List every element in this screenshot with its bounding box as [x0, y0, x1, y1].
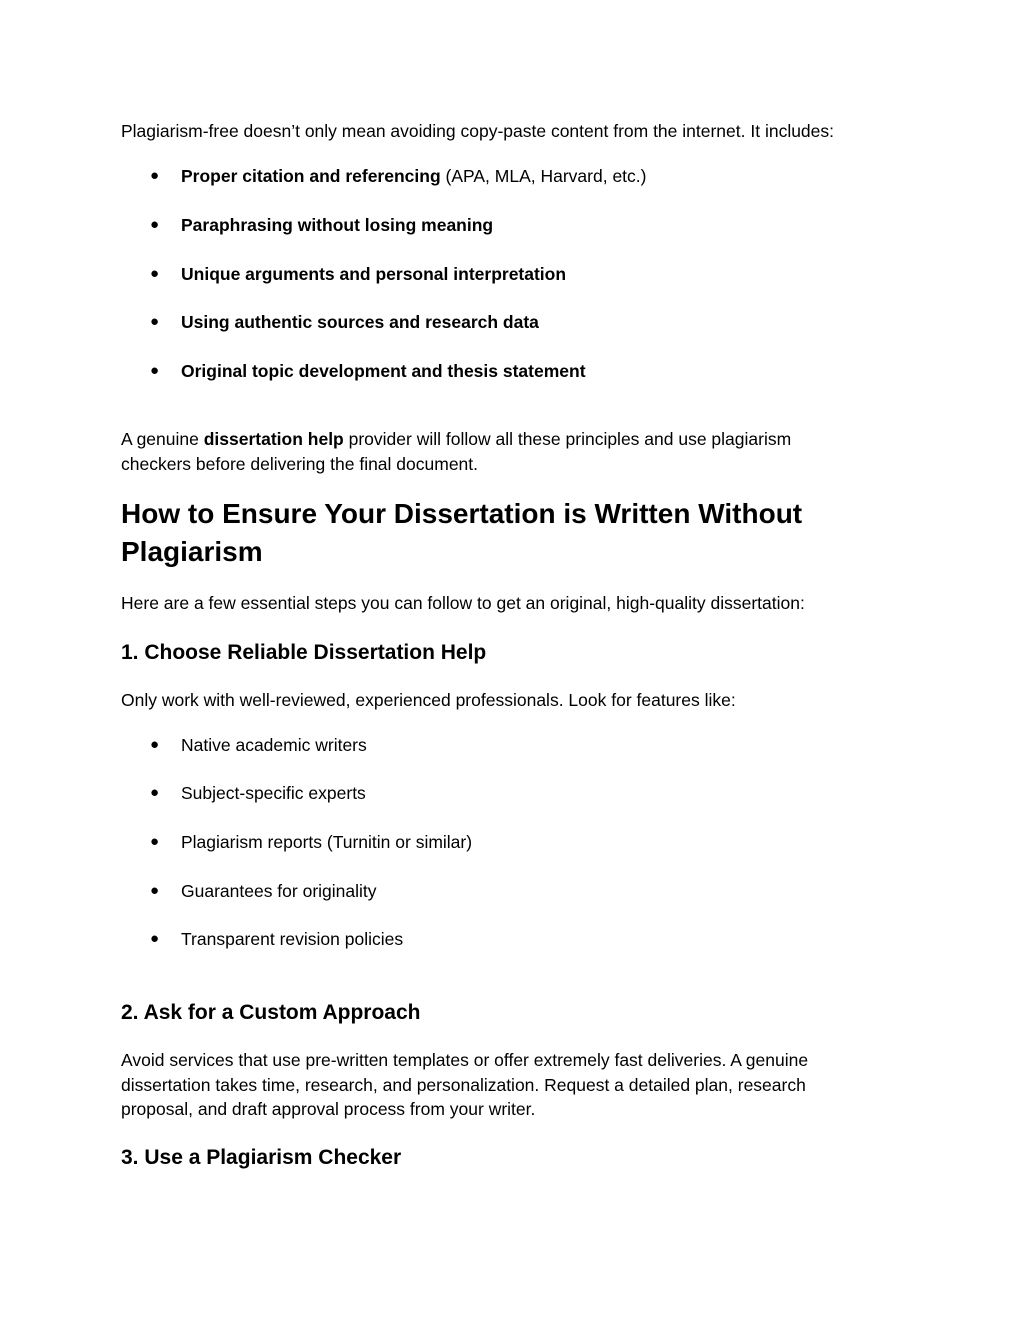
- dissertation-help-link: dissertation help: [203, 429, 344, 449]
- bullet-icon: ●: [150, 930, 160, 947]
- document-page: Plagiarism-free doesn’t only mean avoiding copy-paste content from the internet. It includes: ● Proper citation and referencing (APA, MLA, Harvard, etc.) ● Paraphrasing without losing meaning ● Unique arguments and personal interpretation ● Using authentic sources and research data ● Original topic development and thesis statement A genuine dissertation help provider will follow all these principles and use plagiarism checkers before delivering the final document. How to Ensure Your Dissertation is Written Without Plagiarism Here are a few essential steps you can follow to get an original, high-quality dissertation: 1. Choose Reliable Dissertation Help Only work with well-reviewed, experienced professionals. Look for features like: ● Native academic writers ● Subject-specific experts ● Plagiarism reports (Turnitin or similar) ● Guarantees for originality ● Transparent revision policies 2. Ask for a Custom Approach Avoid services that use pre-written templates or offer extremely fast deliveries. A genuine dissertation takes time, research, and personalization. Request a detailed plan, research proposal, and draft approval process from your writer. 3. Use a Plagiarism Checker: [0, 0, 1024, 1325]
- main-heading: How to Ensure Your Dissertation is Written Without Plagiarism: [121, 498, 803, 567]
- bullet-icon: ●: [150, 265, 160, 282]
- bullet-icon: ●: [150, 362, 160, 379]
- steps-intro-paragraph: Here are a few essential steps you can follow to get an original, high-quality dissertation:: [121, 593, 805, 613]
- section3-heading: 3. Use a Plagiarism Checker: [121, 1146, 402, 1169]
- bullet-icon: ●: [150, 216, 160, 233]
- section1-heading: 1. Choose Reliable Dissertation Help: [121, 641, 487, 664]
- bullet-icon: ●: [150, 882, 160, 899]
- bullet-icon: ●: [150, 784, 160, 801]
- bullet-icon: ●: [150, 736, 160, 753]
- intro-paragraph: Plagiarism-free doesn’t only mean avoiding copy-paste content from the internet. It includes:: [121, 121, 835, 141]
- section2-paragraph: Avoid services that use pre-written templates or offer extremely fast deliveries. A genuine dissertation takes time, research, and personalization. Request a detailed plan, research proposal, and draft approval process from your writer.: [121, 1050, 809, 1119]
- bullet-icon: ●: [150, 167, 160, 184]
- bullet-icon: ●: [150, 833, 160, 850]
- dissertation-help-paragraph: A genuine dissertation help provider will follow all these principles and use plagiarism checkers before delivering the final document.: [121, 429, 792, 474]
- section1-paragraph: Only work with well-reviewed, experienced professionals. Look for features like:: [121, 690, 736, 710]
- bullet-icon: ●: [150, 313, 160, 330]
- section2-heading: 2. Ask for a Custom Approach: [121, 1001, 421, 1024]
